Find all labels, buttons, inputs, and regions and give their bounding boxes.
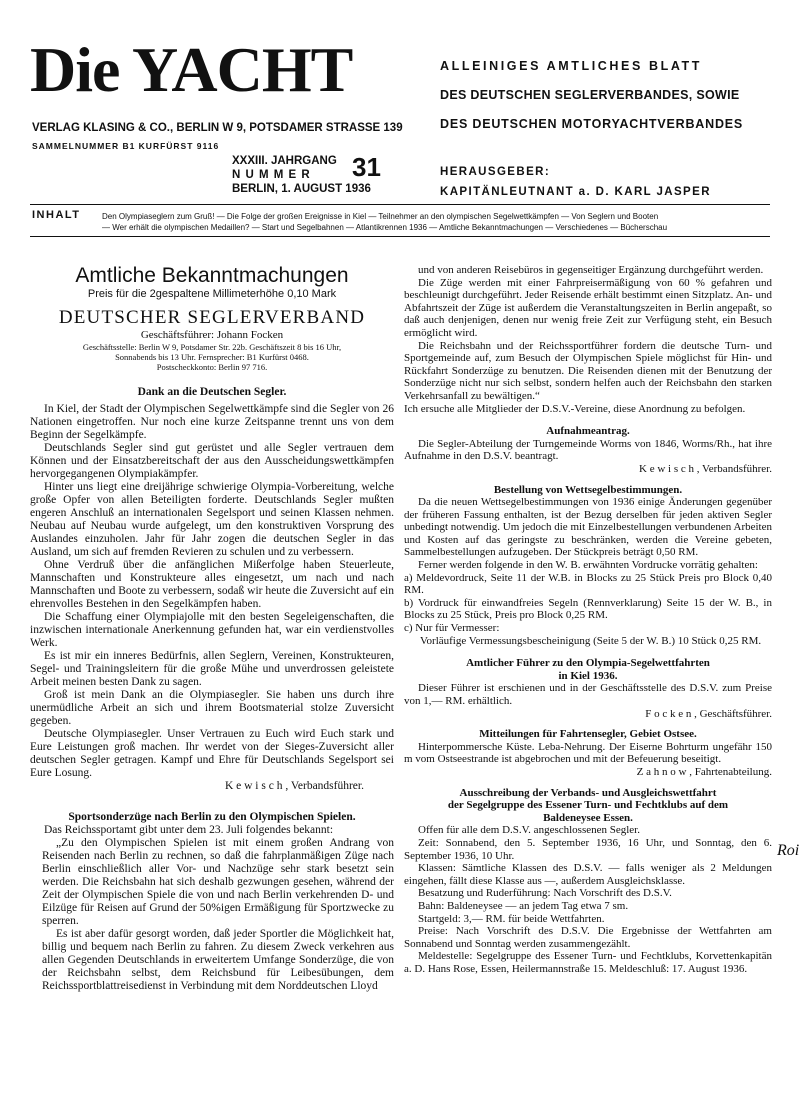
- issue-number: 31: [352, 152, 381, 182]
- issue-info: [232, 152, 381, 196]
- notices-signature: Z a h n o w , Fahrtenabteilung.: [636, 765, 772, 778]
- publisher-line: VERLAG KLASING & CO., BERLIN W 9, POTSDAMER STRASSE 139: [32, 122, 403, 134]
- contents-line-1: Den Olympiaseglern zum Gruß! — Die Folge der großen Ereignisse in Kiel — Teilnehmer an den olympischen Segelwettkämpfen — Von Seglern und Booten: [102, 212, 659, 221]
- membership-heading: Aufnahmeantrag.: [546, 425, 630, 438]
- org-title: DEUTSCHER SEGLERVERBAND: [58, 307, 366, 328]
- special-trains-paragraph: „Zu den Olympischen Spielen ist mit einem großen Andrang von Reisenden nach Berlin zu rechnen, so daß die fahrplanmäßigen Züge nach Berlin einschließlich aller Vor- und Nachzüge sehr stark besetzt sein werden. Die Reichsbahn hat sich deshalb gezwungen gesehen, während der Zeit der Olympischen Spiele die von und nach Berlin verkehrenden D- und Eilzüge für Reisen auf Grund der 50%igen Ermäßigung für Sportzwecke zu sperren.: [42, 837, 394, 927]
- thanks-paragraph: Es ist mir ein inneres Bedürfnis, allen Seglern, Vereinen, Konstrukteuren, Segel- und Trainingsleitern für die große Mühe und unverdrossen geleistete Arbeit meinen besten Dank zu sagen.: [30, 650, 394, 688]
- rules-order-item: b) Vordruck für einwandfreies Segeln (Rennverklarung) Seite 15 der W. B., in Blocks zu 25 Stück, Preis pro Block 0,25 RM.: [404, 596, 772, 622]
- regatta-item: Meldestelle: Segelgruppe des Essener Turn- und Fechtklubs, Korvettenkapitän a. D. Hans Rose, Essen, Heilermannstraße 15. Meldeschluß: 17. August 1936.: [404, 950, 772, 975]
- regatta-item: Offen für alle dem D.S.V. angeschlossenen Segler.: [418, 824, 640, 837]
- masthead-logo: Die YACHT: [30, 34, 353, 105]
- editor-label: HERAUSGEBER:: [440, 166, 551, 178]
- bottom-rule: [30, 236, 770, 237]
- price-note: Preis für die 2gespaltene Millimeterhöhe 0,10 Mark: [87, 288, 337, 300]
- thanks-paragraph: Deutsche Olympiasegler. Unser Vertrauen zu Euch wird Euch stark und Eure Leistungen groß machen. Ihr werdet von der Sieges-Zuversicht aller deutschen Segler getragen. Kampf und Ehre für Deutschlands Segelsport sei Eure Losung.: [30, 728, 394, 779]
- official-line-1: ALLEINIGES AMTLICHES BLATT: [440, 59, 703, 73]
- thanks-paragraph: Ohne Verdruß über die anfänglichen Mißerfolge haben Steuerleute, Mannschaften und Konstrukteure alles eingesetzt, um nach und nach Mannschaften und Boote zu verbessern, sodaß wir heute die Zuversicht auf ein ehrenvolles Bestehen in den Segelkämpfen haben.: [30, 559, 394, 610]
- thanks-paragraph: Hinter uns liegt eine dreijährige schwierige Olympia-Vorbereitung, welche große Opfer von allen Beteiligten forderte. Deutschlands Segler mußten engeren Anschluß an internationalen Segelsport und seinen Klassen nehmen. Neubau auf Neubau wurde aufgelegt, um den konstruktiven Vorsprung des Auslandes einzuholen. Jahr für Jahr zogen die deutschen Segler in das Ausland, um sich auf fremden Revieren zu schulen und zu verbessern.: [30, 481, 394, 558]
- trains-continued: Die Züge werden mit einer Fahrpreisermäßigung von 60 % gefahren und beschleunigt durchgeführt. Jeder Reisende erhält bestimmt einen Sitzplatz. An- und Abfahrtszeit der Züge ist außerdem die Veranstaltungszeiten in Berlin angepaßt, so daß auch denjenigen, denen nur wenig freie Zeit zur Verfügung steht, ein Besuch ermöglicht wird.: [404, 276, 772, 339]
- phone-line: SAMMELNUMMER B1 KURFÜRST 9116: [32, 141, 220, 151]
- thanks-heading: Dank an die Deutschen Segler.: [137, 386, 287, 398]
- guide-signature: F o c k e n , Geschäftsführer.: [645, 707, 772, 720]
- regatta-item: Bahn: Baldeneysee — an jedem Tag etwa 7 sm.: [418, 899, 629, 912]
- margin-handwriting: Roi: [777, 842, 799, 859]
- rules-order-item: a) Meldevordruck, Seite 11 der W.B. in Blocks zu 25 Stück Preis pro Block 0,40 RM.: [404, 571, 772, 597]
- regatta-item: Zeit: Sonnabend, den 5. September 1936, 16 Uhr, und Sonntag, den 6. September 1936, 10 Uhr.: [404, 836, 772, 862]
- contents-line-2: — Wer erhält die olympischen Medaillen? — Start und Segelbahnen — Atlantikrennen 1936 — Amtliche Bekanntmachungen — Verschiedenes — Bücherschau: [102, 223, 668, 232]
- editor-block: [440, 162, 711, 202]
- regatta-item: Startgeld: 3,— RM. für beide Wettfahrten.: [418, 912, 605, 925]
- rules-order-paragraph: Ferner werden folgende in den W. B. erwähnten Vordrucke vorrätig gehalten:: [418, 559, 758, 572]
- regatta-heading-1: Ausschreibung der Verbands- und Ausgleichswettfahrt: [459, 786, 717, 799]
- regatta-heading-3: Baldeneysee Essen.: [543, 811, 633, 824]
- number-label: N U M M E R: [232, 169, 311, 181]
- special-trains-paragraph: Das Reichssportamt gibt unter dem 23. Juli folgendes bekannt:: [44, 824, 334, 836]
- trains-continued: und von anderen Reisebüros in gegenseitiger Ergänzung durchgeführt werden.: [418, 264, 764, 276]
- membership-signature: K e w i s c h , Verbandsführer.: [639, 462, 772, 475]
- right-column: [404, 264, 772, 975]
- regatta-heading-2: der Segelgruppe des Essener Turn- und Fechtklubs auf dem: [447, 799, 729, 812]
- left-column: [30, 264, 394, 993]
- regatta-item: Preise: Nach Vorschrift des D.S.V. Die Ergebnisse der Wettfahrten am Sonnabend und Sonntag werden zusammengezählt.: [404, 925, 772, 950]
- trains-continued: Ich ersuche alle Mitglieder der D.S.V.-Vereine, diese Anordnung zu befolgen.: [404, 402, 746, 415]
- thanks-paragraph: Groß ist mein Dank an die Olympiasegler. Sie haben uns durch ihre unermüdliche Arbeit an sich und ihrem Bootsmaterial stolze Zuversicht gegeben.: [30, 689, 394, 727]
- regatta-item: Klassen: Sämtliche Klassen des D.S.V. — falls weniger als 2 Meldungen eingehen, fällt diese Klasse aus —, außerdem Ausgleichsklasse.: [404, 862, 772, 887]
- contents-label: INHALT: [32, 209, 81, 221]
- rules-order-item: Vorläufige Vermessungsbescheinigung (Seite 5 der W. B.) 10 Stück 0,25 RM.: [420, 634, 762, 647]
- managing-director: Geschäftsführer: Johann Focken: [140, 329, 284, 341]
- membership-paragraph: Die Segler-Abteilung der Turngemeinde Worms von 1846, Worms/Rh., hat ihre Aufnahme in den D.S.V. beantragt.: [404, 437, 772, 463]
- thanks-paragraph: Die Schaffung einer Olympiajolle mit den besten Segeleigenschaften, die inzwischen internationale Anerkennung gefunden hat, war ein verdienstvolles Werk.: [30, 611, 394, 649]
- issue-date: BERLIN, 1. AUGUST 1936: [232, 183, 371, 195]
- thanks-paragraph: In Kiel, der Stadt der Olympischen Segelwettkämpfe sind die Segler von 26 Nationen eingetroffen. Nur noch eine kurze Zeitspanne trennt uns von dem Beginn der Segelkämpfe.: [30, 403, 394, 441]
- editor-name: KAPITÄNLEUTNANT a. D. KARL JASPER: [440, 186, 711, 198]
- regatta-item: Besatzung und Ruderführung: Nach Vorschrift des D.S.V.: [418, 887, 672, 900]
- rules-order-item: c) Nur für Vermesser:: [404, 622, 500, 635]
- official-line-3: DES DEUTSCHEN MOTORYACHTVERBANDES: [440, 117, 744, 131]
- notices-paragraph: Hinterpommersche Küste. Leba-Nehrung. Der Eiserne Bohrturm ungefähr 150 m vom Ostseestrande ist abgebrochen und mit der Befeuerung beseitigt.: [404, 740, 772, 766]
- official-statement: [440, 52, 743, 139]
- trains-continued: Die Reichsbahn und der Reichssportführer fordern die deutsche Turn- und Sportgemeinde auf, zum Besuch der Olympischen Spiele möglichst für Hin- und Rückfahrt Sonderzüge zu benutzen. Die Reisenden dienen mit der Benutzung der Sonderzüge nicht nur sich selbst, sondern helfen auch der Reichsbahn den starken Verkehrsanfall zu bewältigen.“: [404, 339, 772, 402]
- rules-order-heading: Bestellung von Wettsegelbestimmungen.: [493, 483, 683, 496]
- office-address-3: Postscheckkonto: Berlin 97 716.: [156, 362, 268, 372]
- office-address-2: Sonnabends bis 13 Uhr. Fernsprecher: B1 Kurfürst 0468.: [115, 352, 309, 362]
- top-rule: [30, 204, 770, 205]
- signature-kewisch: K e w i s c h , Verbandsführer.: [224, 780, 364, 792]
- office-address-1: Geschäftsstelle: Berlin W 9, Potsdamer Str. 22b. Geschäftszeit 8 bis 16 Uhr,: [82, 342, 342, 352]
- official-line-2: DES DEUTSCHEN SEGLERVERBANDES, SOWIE: [440, 88, 740, 102]
- special-trains-heading: Sportsonderzüge nach Berlin zu den Olympischen Spielen.: [68, 811, 356, 823]
- special-trains-paragraph: Es ist aber dafür gesorgt worden, daß jeder Sportler die Möglichkeit hat, billig und bequem nach Berlin zu fahren. Zu diesem Zweck verkehren aus allen Gegenden Deutschlands in erweitertem Umfange Sonderzüge, die von der Reichsbahn selbst, dem Reichsbund für Leibesübungen, dem Reichssportblattreisedienst in Verbindung mit dem Norddeutschen Lloyd: [42, 928, 394, 992]
- volume: XXXIII. JAHRGANG: [232, 155, 337, 167]
- rules-order-paragraph: Da die neuen Wettsegelbestimmungen von 1936 einige Änderungen gegenüber der früheren Fassung enthalten, ist der Bezug derselben für jeden aktiven Segler unbedingt notwendig. Um jedoch die mit Einzelbestellungen verbundenen Arbeiten und Kosten auf das geringste zu beschränken, werden die Vereine gebeten, Sammelbestellungen aufzugeben. Der Stückpreis beträgt 0,50 RM.: [404, 496, 772, 559]
- guide-heading-2: in Kiel 1936.: [558, 669, 618, 682]
- guide-heading-1: Amtlicher Führer zu den Olympia-Segelwettfahrten: [466, 657, 710, 670]
- thanks-paragraph: Deutschlands Segler sind gut gerüstet und alle Segler vertrauen dem Können und der Einsatzbereitschaft der aus den Ausscheidungswettkämpfen hervorgegangenen Olympiakämpfer.: [30, 442, 394, 480]
- section-title: Amtliche Bekanntmachungen: [75, 264, 349, 287]
- guide-paragraph: Dieser Führer ist erschienen und in der Geschäftsstelle des D.S.V. zum Preise von 1,— RM. erhältlich.: [404, 682, 772, 707]
- notices-heading: Mitteilungen für Fahrtensegler, Gebiet Ostsee.: [479, 728, 697, 741]
